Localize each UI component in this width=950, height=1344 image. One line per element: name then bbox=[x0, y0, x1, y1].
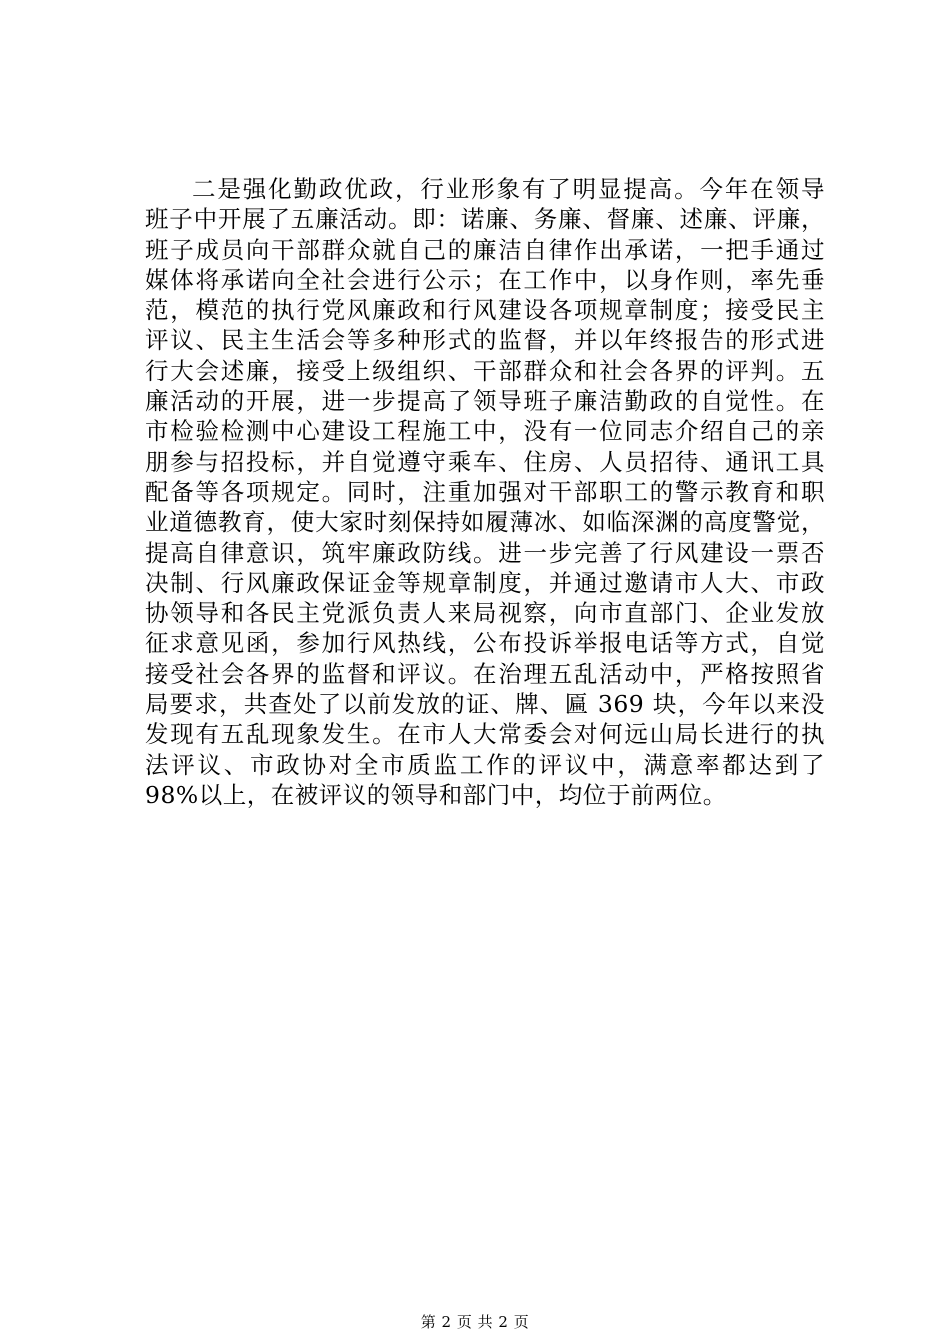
paragraph-line: 市检验检测中心建设工程施工中，没有一位同志介绍自己的亲 bbox=[145, 417, 825, 446]
paragraph-line: 范，模范的执行党风廉政和行风建设各项规章制度；接受民主 bbox=[145, 296, 825, 325]
page-number-footer: 第 2 页 共 2 页 bbox=[420, 1313, 530, 1331]
paragraph-line: 提高自律意识，筑牢廉政防线。进一步完善了行风建设一票否 bbox=[145, 538, 825, 567]
paragraph-line: 班子成员向干部群众就自己的廉洁自律作出承诺，一把手通过 bbox=[145, 235, 825, 264]
paragraph-line: 接受社会各界的监督和评议。在治理五乱活动中，严格按照省 bbox=[145, 659, 825, 688]
paragraph-line: 廉活动的开展，进一步提高了领导班子廉洁勤政的自觉性。在 bbox=[145, 387, 825, 416]
paragraph-line: 二是强化勤政优政，行业形象有了明显提高。今年在领导 bbox=[192, 175, 825, 203]
body-paragraph bbox=[145, 174, 825, 810]
paragraph-line: 班子中开展了五廉活动。即：诺廉、务廉、督廉、述廉、评廉， bbox=[145, 205, 825, 234]
paragraph-line: 媒体将承诺向全社会进行公示；在工作中，以身作则，率先垂 bbox=[145, 265, 825, 294]
paragraph-line: 法评议、市政协对全市质监工作的评议中，满意率都达到了 bbox=[145, 750, 825, 779]
paragraph-line: 发现有五乱现象发生。在市人大常委会对何远山局长进行的执 bbox=[145, 720, 825, 749]
paragraph-line: 行大会述廉，接受上级组织、干部群众和社会各界的评判。五 bbox=[145, 356, 825, 385]
paragraph-line: 决制、行风廉政保证金等规章制度，并通过邀请市人大、市政 bbox=[145, 568, 825, 597]
paragraph-line: 征求意见函，参加行风热线，公布投诉举报电话等方式，自觉 bbox=[145, 629, 825, 658]
paragraph-line: 业道德教育，使大家时刻保持如履薄冰、如临深渊的高度警觉， bbox=[145, 508, 825, 537]
paragraph-line: 局要求，共查处了以前发放的证、牌、匾 369 块，今年以来没 bbox=[145, 690, 825, 719]
paragraph-line: 98%以上，在被评议的领导和部门中，均位于前两位。 bbox=[145, 780, 727, 809]
paragraph-line: 协领导和各民主党派负责人来局视察，向市直部门、企业发放 bbox=[145, 599, 825, 628]
paragraph-line: 朋参与招投标，并自觉遵守乘车、住房、人员招待、通讯工具 bbox=[145, 447, 825, 476]
paragraph-line: 配备等各项规定。同时，注重加强对干部职工的警示教育和职 bbox=[145, 477, 825, 506]
paragraph-line: 评议、民主生活会等多种形式的监督，并以年终报告的形式进 bbox=[145, 326, 825, 355]
